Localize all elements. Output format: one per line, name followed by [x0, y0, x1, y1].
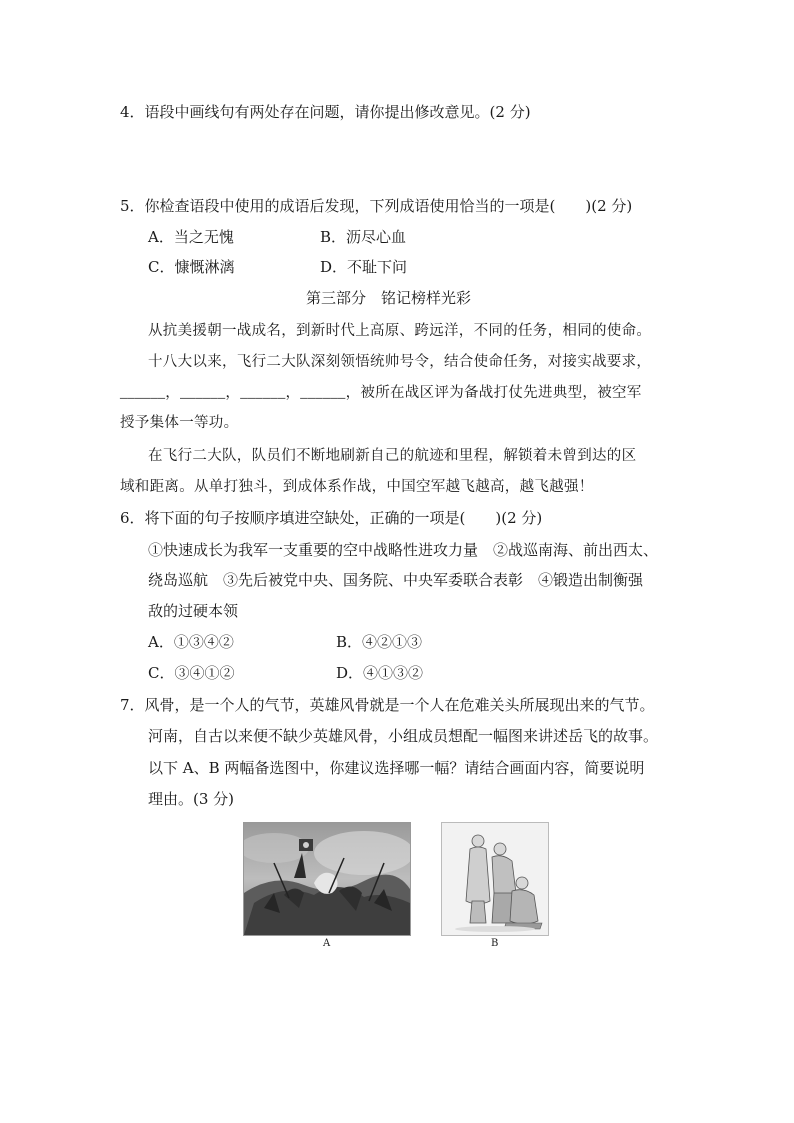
q5-option-c: C．慷慨淋漓 [148, 258, 235, 276]
passage-line-6: 域和距离。从单打独斗，到成体系作战，中国空军越飞越高，越飞越强！ [120, 479, 594, 495]
q7-line-3: 以下 A、B 两幅备选图中，你建议选择哪一幅？请结合画面内容，简要说明 [148, 759, 645, 777]
figure-a-caption: A [323, 938, 331, 949]
passage-line-3: ______，______，______，______，被所在战区评为备战打仗先进典型，被空军 [120, 385, 642, 401]
question-4: 4．语段中画线句有两处存在问题，请你提出修改意见。(2 分) [120, 103, 531, 121]
q6-option-d: D．④①③② [336, 664, 424, 682]
figure-b-figures-scene [441, 822, 549, 936]
q6-option-b: B．④②①③ [336, 633, 423, 651]
question-6: 6．将下面的句子按顺序填进空缺处，正确的一项是( )(2 分) [120, 509, 543, 527]
q6-option-c: C．③④①② [148, 664, 235, 682]
passage-line-4: 授予集体一等功。 [120, 415, 239, 431]
q5-option-b: B．沥尽心血 [320, 228, 407, 246]
passage-line-1: 从抗美援朝一战成名，到新时代上高原、跨远洋，不同的任务，相同的使命。 [148, 323, 652, 339]
figures-illustration [442, 823, 548, 935]
q6-sentence-line-2: 绕岛巡航 ③先后被党中央、国务院、中央军委联合表彰 ④锻造出制衡强 [148, 571, 644, 589]
q6-option-a: A．①③④② [148, 633, 234, 651]
passage-line-5: 在飞行二大队，队员们不断地刷新自己的航迹和里程，解锁着未曾到达的区 [148, 448, 637, 464]
q6-sentence-line-3: 敌的过硬本领 [148, 602, 239, 620]
part-3-title: 第三部分 铭记榜样光彩 [306, 289, 472, 307]
question-7: 7．风骨，是一个人的气节，英雄风骨就是一个人在危难关头所展现出来的气节。 [120, 696, 655, 714]
q7-line-4: 理由。(3 分) [148, 790, 235, 808]
q5-option-a: A．当之无愧 [148, 228, 234, 246]
question-5: 5．你检查语段中使用的成语后发现，下列成语使用恰当的一项是( )(2 分) [120, 197, 633, 215]
q5-option-d: D．不耻下问 [320, 258, 408, 276]
figure-a-battle-scene [243, 822, 411, 936]
figure-b-caption: B [491, 938, 499, 949]
battle-scene-illustration [244, 823, 410, 935]
q7-line-2: 河南，自古以来便不缺少英雄风骨，小组成员想配一幅图来讲述岳飞的故事。 [148, 727, 659, 745]
q6-sentence-line-1: ①快速成长为我军一支重要的空中战略性进攻力量 ②战巡南海、前出西太、 [148, 541, 659, 559]
passage-line-2: 十八大以来，飞行二大队深刻领悟统帅号令，结合使命任务，对接实战要求， [148, 354, 652, 370]
